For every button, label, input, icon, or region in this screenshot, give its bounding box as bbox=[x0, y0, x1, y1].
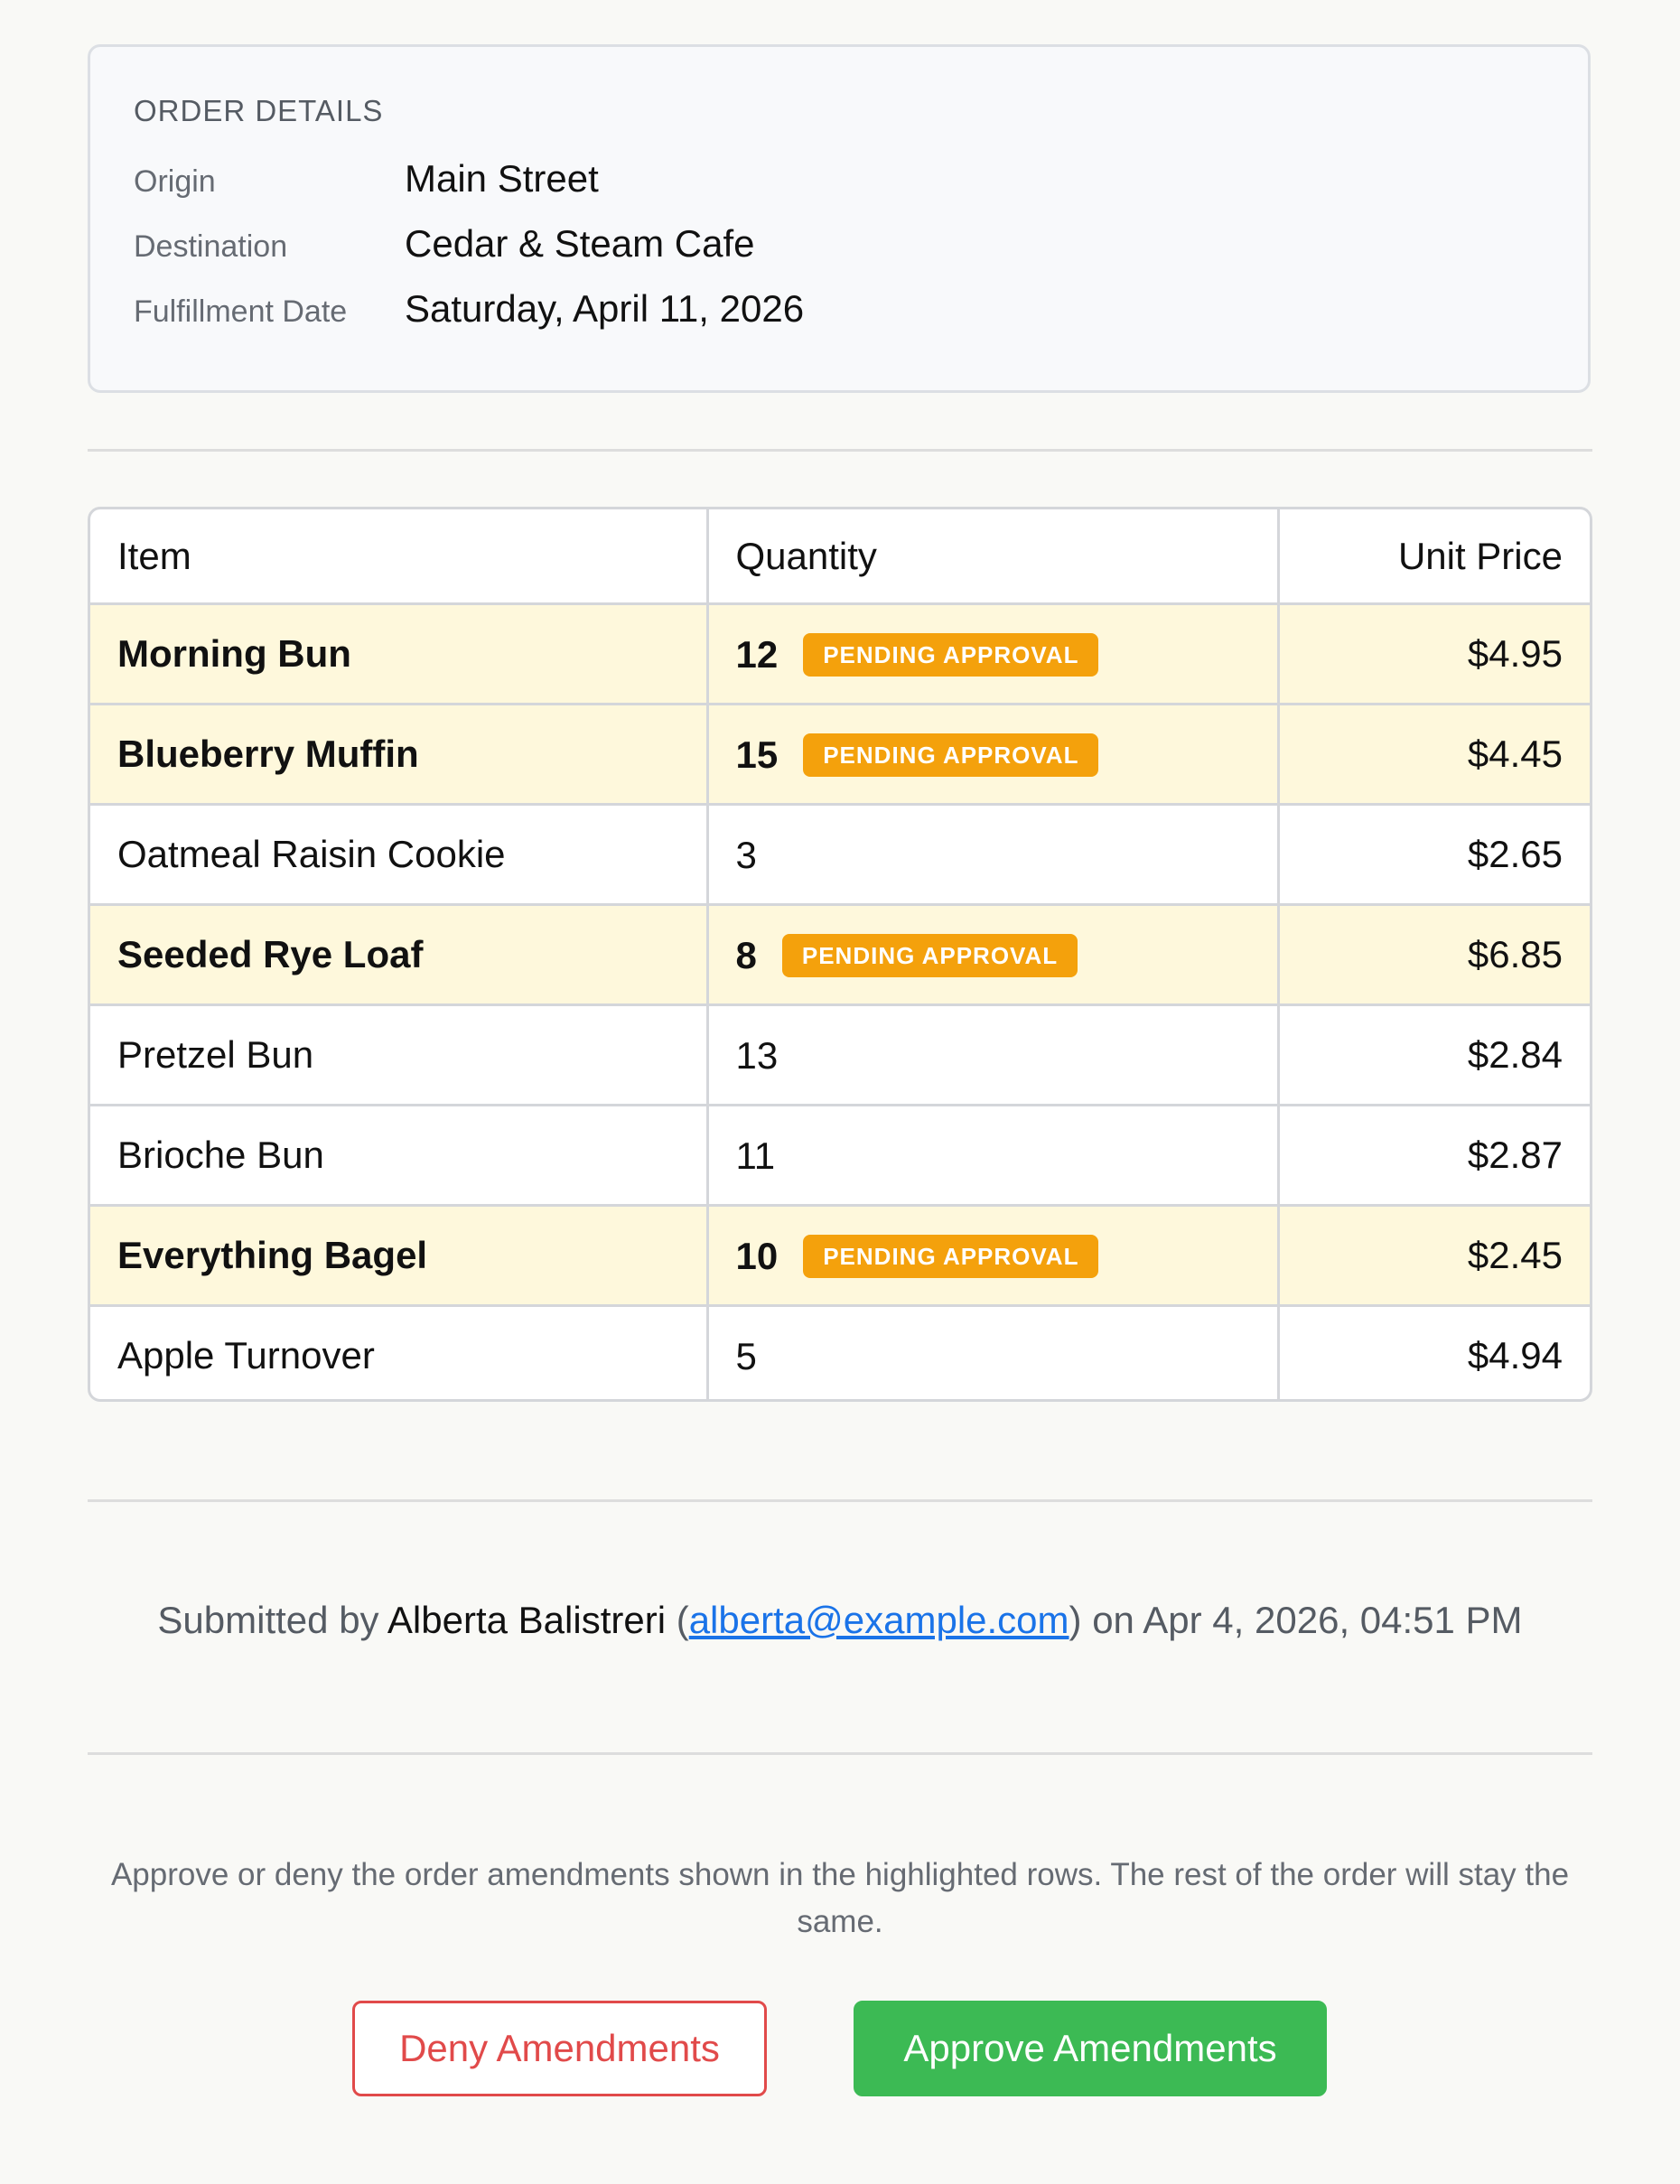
destination-label: Destination bbox=[134, 229, 288, 264]
table-row bbox=[90, 905, 1590, 1005]
submitted-by-label: Submitted by bbox=[157, 1599, 379, 1641]
item-cell: Morning Bun bbox=[90, 604, 707, 705]
quantity-cell bbox=[707, 1106, 1278, 1206]
item-cell: Everything Bagel bbox=[90, 1206, 707, 1306]
approve-amendments-button[interactable]: Approve Amendments bbox=[854, 2001, 1327, 2096]
submitter-email-link[interactable]: alberta@example.com bbox=[688, 1599, 1069, 1641]
deny-amendments-button[interactable]: Deny Amendments bbox=[352, 2001, 767, 2096]
table-row bbox=[90, 1206, 1590, 1306]
item-cell: Apple Turnover bbox=[90, 1306, 707, 1403]
destination-value: Cedar & Steam Cafe bbox=[405, 222, 755, 265]
table-header-row bbox=[90, 509, 1590, 604]
quantity-cell bbox=[707, 1306, 1278, 1403]
table-row bbox=[90, 705, 1590, 805]
order-details-card bbox=[88, 44, 1591, 393]
submission-timestamp: Apr 4, 2026, 04:51 PM bbox=[1143, 1599, 1523, 1641]
item-cell: Oatmeal Raisin Cookie bbox=[90, 805, 707, 905]
unit-price-cell: $2.65 bbox=[1278, 805, 1590, 905]
pending-approval-badge: PENDING APPROVAL bbox=[803, 733, 1098, 777]
detail-row-destination bbox=[134, 222, 1489, 276]
unit-price-cell: $2.84 bbox=[1278, 1005, 1590, 1106]
origin-label: Origin bbox=[134, 164, 216, 199]
quantity-value: 3 bbox=[735, 834, 757, 877]
table-row bbox=[90, 805, 1590, 905]
detail-row-origin bbox=[134, 157, 1489, 211]
instructions-text: Approve or deny the order amendments shown in the highlighted rows. The rest of the order will stay the same. bbox=[110, 1857, 1570, 1939]
unit-price-cell: $4.95 bbox=[1278, 604, 1590, 705]
column-header-unit-price: Unit Price bbox=[1278, 509, 1590, 604]
unit-price-cell: $4.94 bbox=[1467, 1334, 1563, 1377]
pending-approval-badge: PENDING APPROVAL bbox=[803, 633, 1098, 677]
detail-row-fulfillment-date bbox=[134, 287, 1489, 341]
table-row bbox=[90, 1306, 1590, 1403]
email-open-paren: ( bbox=[676, 1599, 689, 1641]
fulfillment-date-value: Saturday, April 11, 2026 bbox=[405, 287, 805, 330]
submission-info bbox=[0, 1599, 1680, 1642]
pending-approval-badge: PENDING APPROVAL bbox=[782, 934, 1078, 977]
quantity-cell bbox=[707, 604, 1278, 705]
item-cell: Seeded Rye Loaf bbox=[90, 905, 707, 1005]
order-items-table bbox=[88, 507, 1592, 1402]
fulfillment-date-label: Fulfillment Date bbox=[134, 294, 348, 329]
email-close-paren: ) bbox=[1069, 1599, 1082, 1641]
unit-price-cell: $4.45 bbox=[1278, 705, 1590, 805]
submitter-name: Alberta Balistreri bbox=[387, 1599, 667, 1641]
quantity-value: 11 bbox=[735, 1134, 776, 1178]
unit-price-cell: $2.87 bbox=[1278, 1106, 1590, 1206]
quantity-cell bbox=[707, 1206, 1278, 1306]
table-row bbox=[90, 1106, 1590, 1206]
divider bbox=[88, 1499, 1592, 1502]
quantity-cell bbox=[707, 705, 1278, 805]
column-header-quantity: Quantity bbox=[707, 509, 1278, 604]
item-cell: Brioche Bun bbox=[90, 1106, 707, 1206]
quantity-value: 12 bbox=[735, 633, 779, 677]
table-row bbox=[90, 604, 1590, 705]
quantity-value: 13 bbox=[735, 1034, 779, 1078]
unit-price-cell: $2.45 bbox=[1278, 1206, 1590, 1306]
quantity-cell bbox=[707, 905, 1278, 1005]
quantity-value: 15 bbox=[735, 733, 779, 777]
divider bbox=[88, 1752, 1592, 1755]
unit-price-cell: $6.85 bbox=[1278, 905, 1590, 1005]
on-label: on bbox=[1092, 1599, 1134, 1641]
order-details-title: ORDER DETAILS bbox=[134, 94, 384, 127]
item-cell: Pretzel Bun bbox=[90, 1005, 707, 1106]
divider bbox=[88, 449, 1592, 452]
quantity-value: 5 bbox=[735, 1335, 757, 1378]
quantity-value: 10 bbox=[735, 1235, 779, 1278]
pending-approval-badge: PENDING APPROVAL bbox=[803, 1235, 1098, 1278]
quantity-value: 8 bbox=[735, 934, 757, 977]
quantity-cell bbox=[707, 1005, 1278, 1106]
origin-value: Main Street bbox=[405, 157, 599, 200]
item-cell: Blueberry Muffin bbox=[90, 705, 707, 805]
quantity-cell bbox=[707, 805, 1278, 905]
column-header-item: Item bbox=[90, 509, 707, 604]
table-row bbox=[90, 1005, 1590, 1106]
